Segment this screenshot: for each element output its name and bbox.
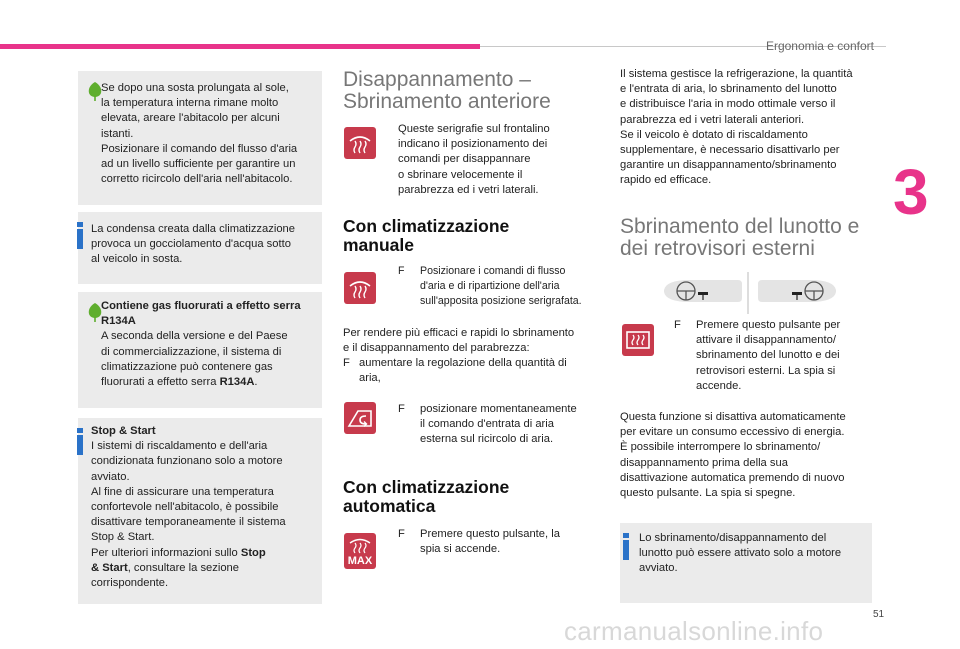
bullet-mark: F <box>674 319 681 331</box>
stop-start-body-bold: Stop & Start <box>91 546 266 574</box>
stop-start-body-text: I sistemi di riscaldamento e dell'aria condizionata funzionano solo a motore avviato. Al fine di assicurare una temperatura confortevole nell'abitacolo, è possibile disattivare temporaneamente il sistema Stop & Start. Per ulteriori informazioni sullo <box>91 440 286 559</box>
stop-start-body-suffix: , consultare la sezione corrispondente. <box>91 561 240 590</box>
rear-defrost-icon <box>622 324 654 356</box>
rear-defrost-note-text: Lo sbrinamento/disappannamento del lunotto può essere attivato solo a motore avviato. <box>639 532 842 575</box>
gas-note-body <box>101 329 314 390</box>
top-accent-bar <box>0 44 480 49</box>
eco-leaf-icon <box>86 81 104 101</box>
bullet-mark: F <box>343 357 350 369</box>
gas-note-title: Contiene gas fluorurati a effetto serra R134A <box>101 300 301 328</box>
watermark: carmanualsonline.info <box>564 616 824 646</box>
stop-start-body <box>91 439 314 591</box>
info-note-rear-defrost <box>620 523 872 603</box>
system-paragraph: Il sistema gestisce la refrigerazione, la quantità e l'entrata di aria, lo sbrinamento del lunotto e distribuisce l'aria in modo ottimale verso il parabrezza ed i vetri laterali anteriori. Se il veicolo è dotato di riscaldamento supplementare, è necessario disattivarlo per garantire un disappannamento/sbrinamento rapido ed efficace. <box>620 68 853 187</box>
stop-start-title: Stop & Start <box>91 425 156 437</box>
manual-paragraph: Per rendere più efficaci e rapidi lo sbrinamento e il disappannamento del parabrezza: <box>343 327 575 355</box>
bullet-mark: F <box>398 403 405 415</box>
auto-climate-title: Con climatizzazione automatica <box>343 477 510 516</box>
auto-bullet-text: Premere questo pulsante, la spia si accende. <box>420 528 560 556</box>
manual-climate-title: Con climatizzazione manuale <box>343 216 510 255</box>
manual-defrost-icon <box>344 272 376 304</box>
info-note-stop-start <box>78 418 322 604</box>
max-defrost-button-icon <box>344 533 376 569</box>
mirrors-illustration <box>660 270 840 316</box>
info-icon <box>77 222 83 250</box>
chapter-number: 3 <box>893 156 929 228</box>
eco-leaf-icon <box>86 302 104 322</box>
bullet-mark: F <box>398 265 405 277</box>
front-defrost-intro: Queste serigrafie sul frontalino indicano il posizionamento dei comandi per disappannare o sbrinare velocemente il parabrezza ed i vetri laterali. <box>398 123 550 196</box>
manual-bullet-1-text: Posizionare i comandi di flusso d'aria e di ripartizione dell'aria sull'apposita posizione serigrafata. <box>420 265 582 308</box>
front-defrost-title: Disappannamento – Sbrinamento anteriore <box>343 68 551 113</box>
gas-note-body-bold: R134A <box>219 376 255 389</box>
manual-bullet-3-text: posizionare momentaneamente il comando d'entrata di aria esterna sul ricircolo di aria. <box>420 403 577 446</box>
info-icon <box>77 428 83 456</box>
recirculation-icon <box>344 402 376 434</box>
eco-note-text: Se dopo una sosta prolungata al sole, la temperatura interna rimane molto elevata, areare l'abitacolo per alcuni istanti. Posizionare il comando del flusso d'aria ad un livello sufficiente per garantire un corretto ricircolo dell'aria nell'abitacolo. <box>101 82 298 186</box>
info-note-condensation <box>78 212 322 284</box>
bullet-mark: F <box>398 528 405 540</box>
eco-note-ventilation <box>78 71 322 205</box>
rear-defrost-title: Sbrinamento del lunotto e dei retrovisori esterni <box>620 215 860 260</box>
eco-note-gas <box>78 292 322 408</box>
max-label: MAX <box>347 555 373 567</box>
info-icon <box>623 533 629 561</box>
front-defrost-icon <box>344 127 376 159</box>
info-note-text: La condensa creata dalla climatizzazione provoca un gocciolamento d'acqua sotto al veicolo in sosta. <box>91 223 295 266</box>
deactivation-paragraph: Questa funzione si disattiva automaticamente per evitare un consumo eccessivo di energia. È possibile interrompere lo sbrinamento/ disappannamento prima della sua disattivazione automatica premendo di nuovo questo pulsante. La spia si spegne. <box>620 411 846 500</box>
gas-note-body-suffix: . <box>254 376 258 389</box>
page-number: 51 <box>873 609 885 620</box>
gas-note-body-text: A seconda della versione e del Paese di commercializzazione, il sistema di climatizzazione può contenere gas fluorurati a effetto serra <box>101 330 288 389</box>
manual-bullet-2-text: aumentare la regolazione della quantità di aria, <box>359 357 567 385</box>
section-header: Ergonomia e confort <box>765 39 874 53</box>
rear-defrost-bullet-text: Premere questo pulsante per attivare il disappannamento/ sbrinamento del lunotto e dei retrovisori esterni. La spia si accende. <box>696 319 841 392</box>
